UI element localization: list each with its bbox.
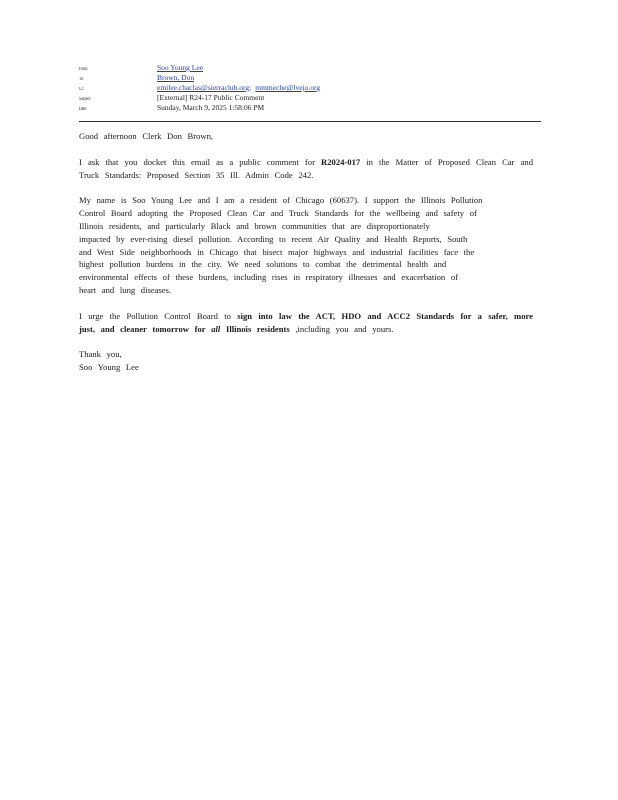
subject-row <box>79 93 541 103</box>
cc-row <box>79 83 541 93</box>
date-label: Date: <box>79 107 88 112</box>
docket-number: R2024-017 <box>321 156 361 167</box>
support-line-8: heart and lung diseases. <box>79 284 172 295</box>
subject-value: [External] R24-17 Public Comment <box>157 93 265 102</box>
support-line-1: My name is Soo Young Lee and I am a resident of Chicago (60637). I support the Illinois Pollution <box>79 195 483 206</box>
to-row <box>79 73 541 83</box>
urge-bold-2: Illinois residents <box>225 323 290 334</box>
greeting: Good afternoon Clerk Don Brown, <box>79 131 214 141</box>
date-row <box>79 103 541 113</box>
to-label: To: <box>79 77 84 82</box>
support-line-6: highest pollution burdens in the city. We need solutions to combat the detrimental health and <box>79 259 447 270</box>
docket-text-start: I ask that you docket this email as a public comment for <box>79 156 315 167</box>
cc-recipient-link-2[interactable]: mmmeche@lvejo.org <box>255 83 321 92</box>
closing-block <box>79 348 533 374</box>
docket-text-end: in the Matter of Proposed Clean Car and Truck Standards: Proposed Section 35 Ill. Admin Code 242. <box>79 156 533 180</box>
from-row <box>79 63 541 73</box>
urge-bold-1: sign into law the ACT, HDO and ACC2 Standards for a safer, more just, and cleaner tomorrow for <box>79 310 533 334</box>
email-body <box>79 130 533 374</box>
email-header <box>79 63 541 113</box>
paragraph-urge <box>79 310 533 336</box>
cc-separator: ; <box>249 83 252 92</box>
from-sender-link[interactable]: Soo Young Lee <box>157 63 204 72</box>
urge-text-start: I urge the Pollution Control Board to <box>79 310 231 321</box>
paragraph-support <box>79 194 533 296</box>
support-line-4: impacted by ever-rising diesel pollution. According to recent Air Quality and Health Reports, South <box>79 233 468 244</box>
cc-recipient-link-1[interactable]: emilee.chaclas@sierraclub.org <box>157 83 250 92</box>
support-line-3: Illinois residents, and particularly Black and brown communities that are disproportionately <box>79 220 430 231</box>
signature: Soo Young Lee <box>79 362 139 373</box>
support-line-7: environmental effects of these burdens, including rises in respiratory illnesses and exacerbation of <box>79 272 459 283</box>
subject-label: Subject: <box>79 97 92 102</box>
paragraph-docket-request <box>79 156 533 182</box>
to-recipient-link[interactable]: Brown, Don <box>157 73 195 82</box>
cc-label: Cc: <box>79 87 85 92</box>
support-line-2: Control Board adopting the Proposed Clean Car and Truck Standards for the wellbeing and safety of <box>79 208 477 219</box>
urge-bold-italic: all <box>211 323 221 334</box>
closing: Thank you, <box>79 349 122 360</box>
header-divider <box>79 121 541 122</box>
urge-text-end: ,including you and yours. <box>295 323 394 334</box>
support-line-5: and West Side neighborhoods in Chicago that bisect major highways and industrial facilities face the <box>79 246 475 257</box>
date-value: Sunday, March 9, 2025 1:58:06 PM <box>157 103 265 112</box>
from-label: From: <box>79 67 89 72</box>
